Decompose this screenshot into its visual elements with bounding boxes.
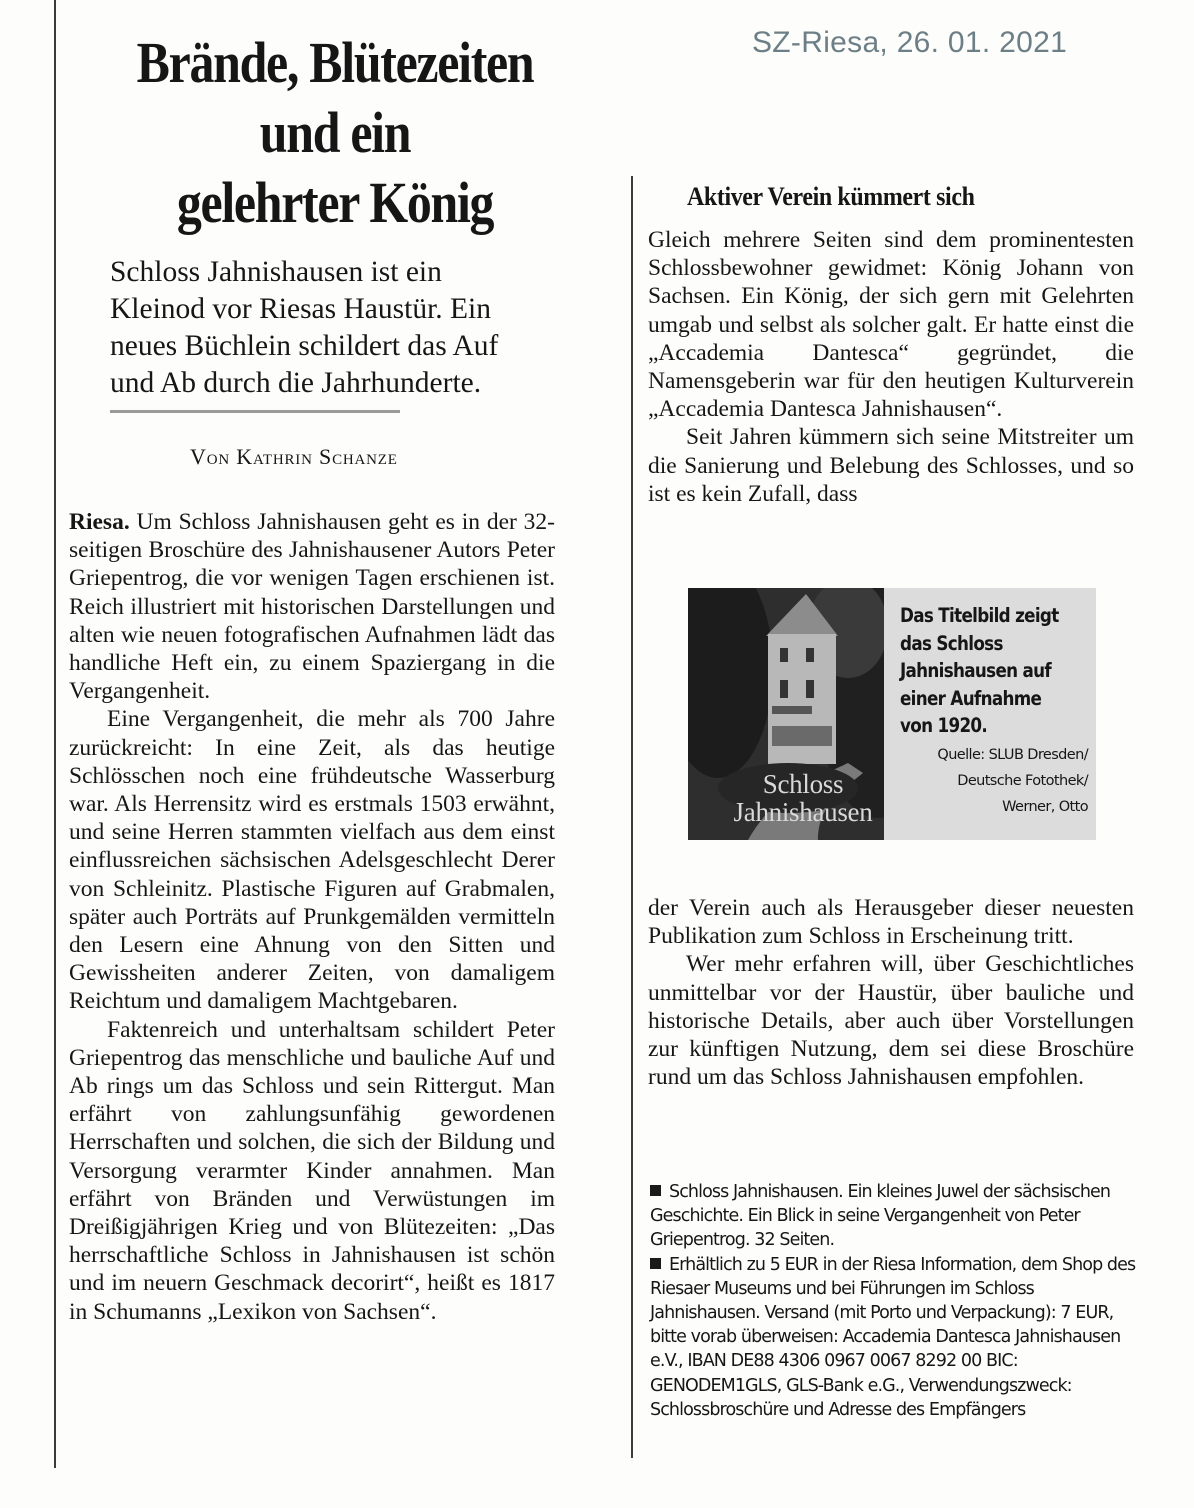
cover-title-line: Jahnishausen bbox=[733, 797, 873, 827]
headline-line: gelehrter König bbox=[176, 170, 494, 235]
headline-line: und ein bbox=[259, 100, 411, 165]
info-item bbox=[650, 1253, 1140, 1422]
left-column-rule bbox=[54, 0, 56, 1468]
subheadline-divider bbox=[110, 410, 400, 413]
body-column-left bbox=[69, 508, 555, 1326]
cover-photo bbox=[688, 588, 884, 840]
subheadline-line: neues Büchlein schildert das Auf bbox=[110, 330, 499, 362]
photo-credit bbox=[900, 742, 1090, 820]
source-dateline: SZ-Riesa, 26. 01. 2021 bbox=[752, 26, 1068, 59]
black-square-icon bbox=[650, 1185, 661, 1196]
body-paragraph bbox=[69, 508, 555, 705]
author-byline: Von Kathrin Schanze bbox=[190, 444, 398, 469]
info-item bbox=[650, 1180, 1140, 1253]
section-heading: Aktiver Verein kümmert sich bbox=[687, 182, 975, 211]
article-subheadline bbox=[110, 254, 580, 402]
credit-line: Werner, Otto bbox=[1002, 798, 1088, 815]
column-divider-rule bbox=[631, 176, 633, 1458]
cover-title-line: Schloss bbox=[762, 769, 844, 799]
info-text: Schloss Jahnishausen. Ein kleines Juwel der sächsischen Geschichte. Ein Blick in seine Vergangenheit von Peter Griepentrog. 32 Seiten. bbox=[650, 1182, 1111, 1251]
cover-title bbox=[688, 770, 884, 826]
figure-caption bbox=[884, 588, 1096, 840]
paragraph-text: Um Schloss Jahnishausen geht es in der 32-seitigen Broschüre des Jahnishausener Autors Peter Griepentrog, die vor wenigen Tagen erschienen ist. Reich illustriert mit historischen Darstellungen und alten wie neuen fotografischen Aufnahmen lädt das handliche Heft ein, zu einem Spaziergang in die Vergangenheit. bbox=[69, 509, 555, 705]
caption-text: Das Titelbild zeigt das Schloss Jahnishausen auf einer Aufnahme von 1920. bbox=[900, 604, 1059, 737]
subheadline-line: Kleinod vor Riesas Haustür. Ein bbox=[110, 293, 491, 325]
credit-line: Deutsche Fotothek/ bbox=[957, 772, 1088, 789]
figure-box bbox=[688, 588, 1096, 840]
credit-line: Quelle: SLUB Dresden/ bbox=[937, 746, 1088, 763]
body-paragraph: Seit Jahren kümmern sich seine Mitstreiter um die Sanierung und Belebung des Schlosses, und so ist es kein Zufall, dass bbox=[648, 424, 1134, 507]
article-headline bbox=[107, 28, 563, 238]
body-paragraph: Eine Vergangenheit, die mehr als 700 Jahre zurückreicht: In eine Zeit, als das heutige Schlösschen noch eine frühdeutsche Wasserburg war. Als Herrensitz wird es erstmals 1503 erwähnt, und seine Herren stammten vielfach aus dem einst einflussreichen sächsischen Adelsgeschlecht Derer von Schleinitz. Plastische Figuren auf Grabmalen, später auch Porträts auf Prunkgemälden vermitteln den Lesern eine Ahnung von den Sitten und Gewissheiten anderer Zeiten, von damaligem Reichtum und damaligem Machtgebaren. bbox=[69, 706, 555, 1015]
body-paragraph: Gleich mehrere Seiten sind dem prominentesten Schlossbewohner gewidmet: König Johann von Sachsen. Ein König, der sich gern mit Gelehrten umgab und selbst als solcher galt. Er hatte einst die „Accademia Dantesca“ gegründet, die Namensgeberin war für den heutigen Kulturverein „Accademia Dantesca Jahnishausen“. bbox=[648, 227, 1134, 423]
headline-line: Brände, Blütezeiten bbox=[136, 30, 534, 95]
body-paragraph: Faktenreich und unterhaltsam schildert Peter Griepentrog das menschliche und bauliche Auf und Ab rings um das Schloss und sein Rittergut. Man erfährt von zahlungsunfähig gewordenen Herrschaften und solchen, die sich der Bildung und Versorgung verarmter Kinder annahmen. Man erfährt von Bränden und Verwüstungen im Dreißigjährigen Krieg und von Blütezeiten: „Das herrschaftliche Schloss in Jahnishausen ist schön und im neuern Geschmack decorirt“, heißt es 1817 in Schumanns „Lexikon von Sachsen“. bbox=[69, 1016, 555, 1325]
body-paragraph: der Verein auch als Herausgeber dieser neuesten Publikation zum Schloss in Erscheinung tritt. bbox=[648, 895, 1134, 950]
publication-info-box bbox=[650, 1180, 1140, 1422]
body-paragraph: Wer mehr erfahren will, über Geschichtliches unmittelbar vor der Haustür, über bauliche und historische Details, aber auch über Vorstellungen zur künftigen Nutzung, dem sei diese Broschüre rund um das Schloss Jahnishausen empfohlen. bbox=[648, 951, 1134, 1091]
body-column-right-bottom bbox=[648, 894, 1134, 1091]
body-column-right-top bbox=[648, 226, 1134, 508]
info-text: Erhältlich zu 5 EUR in der Riesa Information, dem Shop des Riesaer Museums und bei Führungen im Schloss Jahnishausen. Versand (mit Porto und Verpackung): 7 EUR, bitte vorab überweisen: Accademia Dantesca Jahnishausen e.V., IBAN DE88 4306 0967 0067 8292 00 BIC: GENODEM1GLS, GLS-Bank e.G., Verwendungszweck: Schlossbroschüre und Adresse des Empfängers bbox=[650, 1254, 1136, 1420]
subheadline-line: Schloss Jahnishausen ist ein bbox=[110, 256, 442, 288]
lead-place: Riesa. bbox=[69, 509, 130, 535]
subheadline-line: und Ab durch die Jahrhunderte. bbox=[110, 367, 482, 399]
black-square-icon bbox=[650, 1258, 661, 1269]
